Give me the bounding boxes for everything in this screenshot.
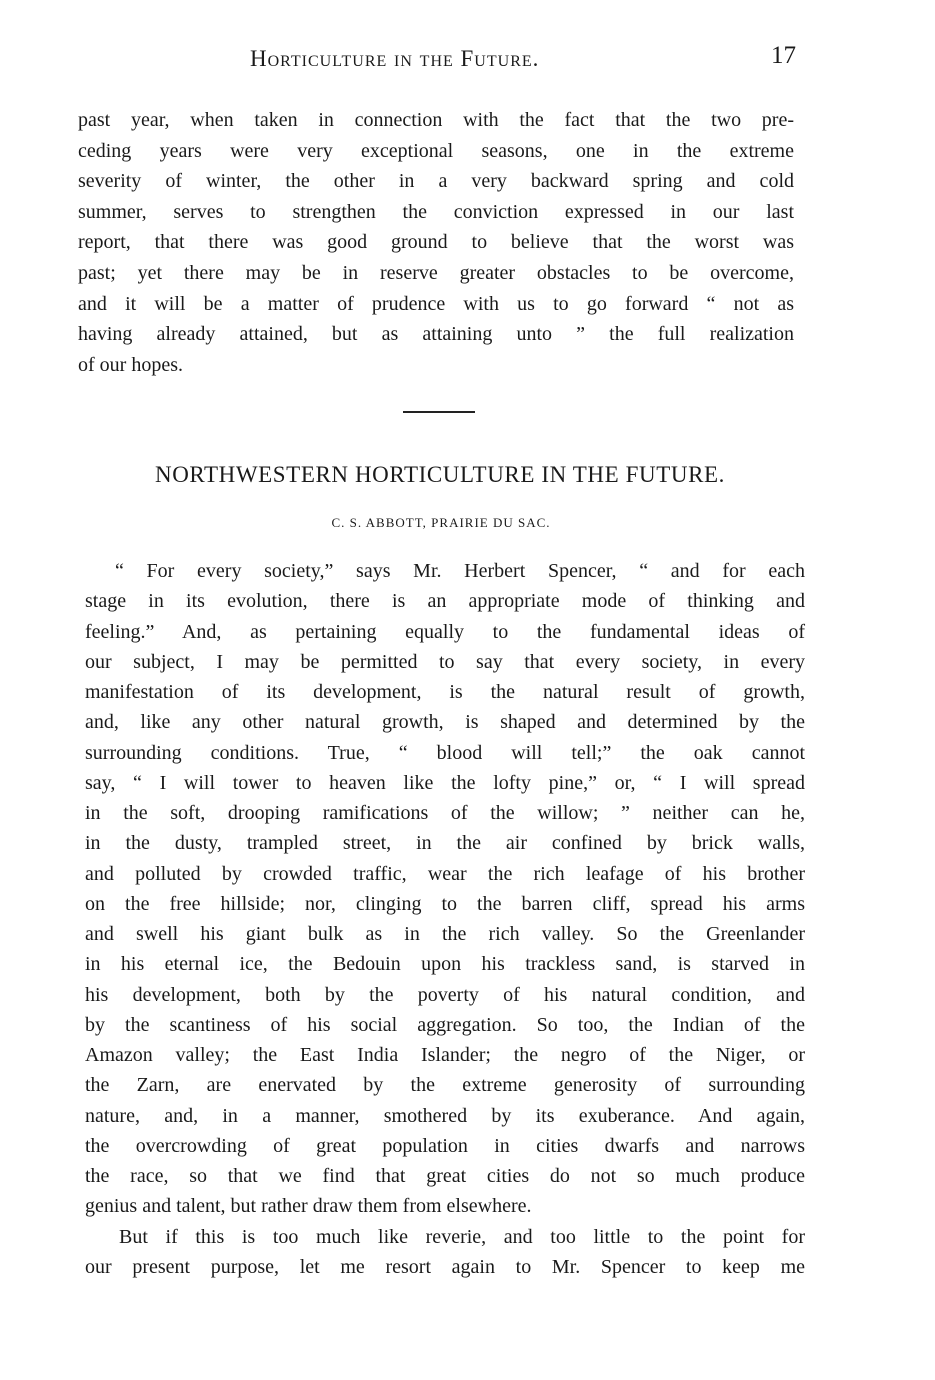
text-line: and polluted by crowded traffic, wear the rich leafage of his brother xyxy=(85,862,805,885)
text-line: surrounding conditions. True, “ blood will tell;” the oak cannot xyxy=(85,741,805,764)
continued-paragraph xyxy=(78,105,794,380)
text-line: past; yet there may be in reserve greater obstacles to be overcome, xyxy=(78,261,794,284)
text-line: on the free hillside; nor, clinging to the barren cliff, spread his arms xyxy=(85,892,805,915)
text-line: in the dusty, trampled street, in the air confined by brick walls, xyxy=(85,832,805,855)
article-byline: C. S. ABBOTT, PRAIRIE DU SAC. xyxy=(331,515,551,530)
text-line: of our hopes. xyxy=(78,353,183,376)
running-head xyxy=(78,42,800,76)
text-line: say, “ I will tower to heaven like the lofty pine,” or, “ I will spread xyxy=(85,771,805,794)
text-line: genius and talent, but rather draw them from elsewhere. xyxy=(85,1195,532,1218)
page-number: 17 xyxy=(771,42,796,69)
text-line: and it will be a matter of prudence with us to go forward “ not as xyxy=(78,292,794,315)
text-line: in the soft, drooping ramifications of the willow; ” neither can he, xyxy=(85,802,805,824)
text-line: stage in its evolution, there is an appropriate mode of thinking and xyxy=(85,590,805,613)
text-line: But if this is too much like reverie, and too little to the point for xyxy=(119,1225,805,1248)
text-line: our subject, I may be permitted to say that every society, in every xyxy=(85,650,805,673)
section-divider xyxy=(403,411,475,413)
text-line: “ For every society,” says Mr. Herbert Spencer, “ and for each xyxy=(115,560,805,582)
text-line: summer, serves to strengthen the conviction expressed in our last xyxy=(78,200,794,223)
text-line: nature, and, in a manner, smothered by its exuberance. And again, xyxy=(85,1104,805,1127)
text-line: his development, both by the poverty of his natural condition, and xyxy=(85,983,805,1006)
text-line: report, that there was good ground to believe that the worst was xyxy=(78,231,794,254)
text-line: the race, so that we find that great cities do not so much produce xyxy=(85,1165,805,1187)
text-line: the Zarn, are enervated by the extreme generosity of surrounding xyxy=(85,1074,805,1097)
text-line: Amazon valley; the East India Islander; the negro of the Niger, or xyxy=(85,1044,805,1066)
text-line: past year, when taken in connection with the fact that the two pre- xyxy=(78,109,794,131)
text-line: in his eternal ice, the Bedouin upon his trackless sand, is starved in xyxy=(85,953,805,976)
text-line: having already attained, but as attaining unto ” the full realization xyxy=(78,323,794,346)
text-line: our present purpose, let me resort again to Mr. Spencer to keep me xyxy=(85,1255,805,1278)
text-line: by the scantiness of his social aggregation. So too, the Indian of the xyxy=(85,1013,805,1036)
article-body xyxy=(85,556,805,1282)
text-line: the overcrowding of great population in cities dwarfs and narrows xyxy=(85,1134,805,1157)
article-title: NORTHWESTERN HORTICULTURE IN THE FUTURE. xyxy=(154,462,726,487)
text-line: ceding years were very exceptional seasons, one in the extreme xyxy=(78,139,794,162)
text-line: manifestation of its development, is the natural result of growth, xyxy=(85,681,805,703)
running-title: Horticulture in the Future. xyxy=(250,46,540,71)
text-line: feeling.” And, as pertaining equally to the fundamental ideas of xyxy=(85,620,805,643)
text-line: severity of winter, the other in a very backward spring and cold xyxy=(78,170,794,193)
text-line: and, like any other natural growth, is shaped and determined by the xyxy=(85,711,805,734)
text-line: and swell his giant bulk as in the rich valley. So the Greenlander xyxy=(85,923,805,945)
